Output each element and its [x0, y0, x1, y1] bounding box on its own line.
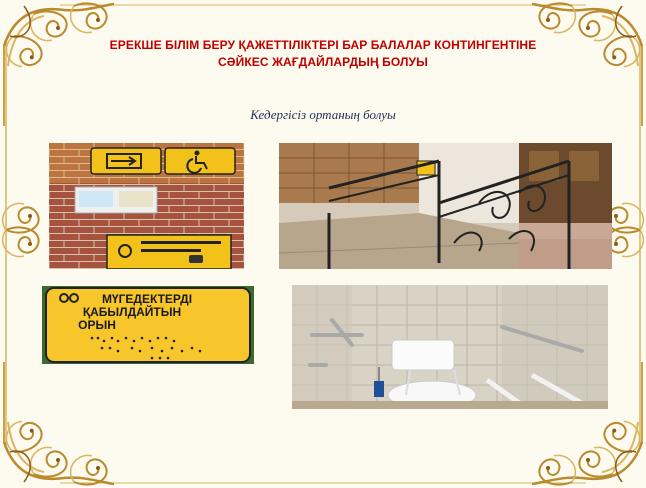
- section-subtitle: Кедергісіз ортаның болуы: [250, 107, 396, 122]
- page-title: [40, 37, 606, 71]
- frame-corner-bottom-left: [2, 362, 114, 485]
- sign-line-3: ОРЫН: [78, 318, 116, 332]
- title-line-2: СӘЙКЕС ЖАҒДАЙЛАРДЫҢ БОЛУЫ: [218, 55, 428, 69]
- sign-line-1: МҮГЕДЕКТЕРДІ: [101, 292, 193, 306]
- title-line-1: ЕРЕКШЕ БІЛІМ БЕРУ ҚАЖЕТТІЛІКТЕРІ БАР БАЛАЛАР КОНТИНГЕНТІНЕ: [109, 38, 537, 52]
- photo-braille-sign: [42, 286, 254, 364]
- photo-accessible-toilet: [292, 285, 608, 409]
- photo-ramp-railings: [279, 143, 612, 269]
- braille-sign-text: [52, 293, 242, 332]
- sign-line-2: ҚАБЫЛДАЙТЫН: [82, 305, 182, 319]
- photo-brick-wall-signs: [49, 143, 244, 269]
